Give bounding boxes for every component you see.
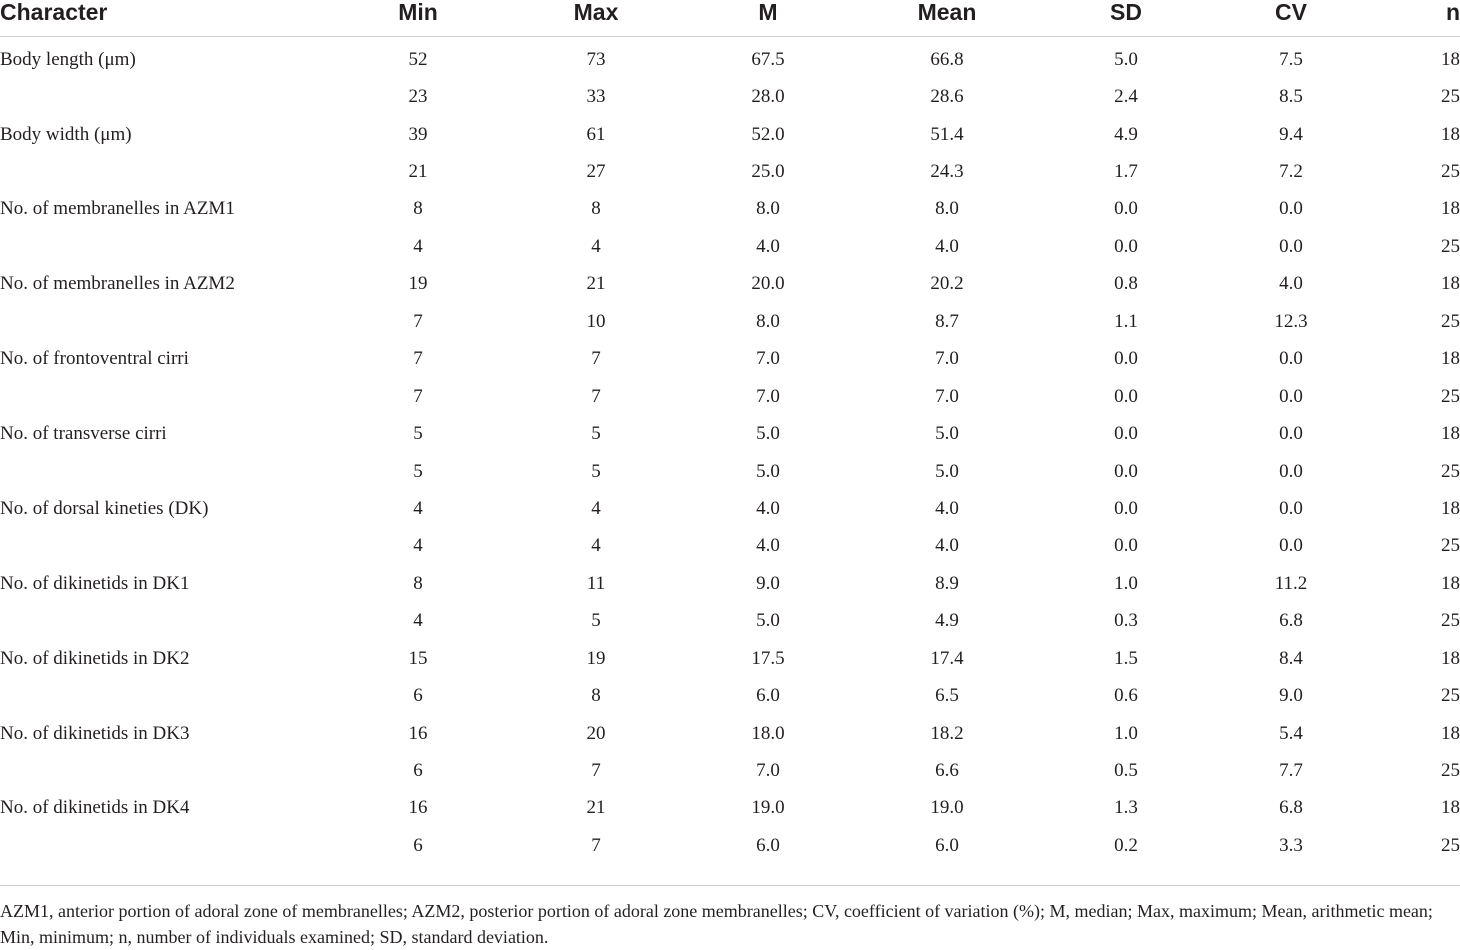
value-cell: 52.0 bbox=[751, 123, 785, 145]
table-row bbox=[0, 565, 1460, 602]
table-row bbox=[0, 303, 1460, 340]
value-cell: 0.0 bbox=[1279, 460, 1303, 482]
value-cell: 0.0 bbox=[1114, 460, 1138, 482]
character-cell: No. of dorsal kineties (DK) bbox=[0, 497, 209, 519]
table-row bbox=[0, 453, 1460, 490]
value-cell: 6 bbox=[413, 685, 423, 707]
table-header bbox=[0, 0, 1460, 37]
character-cell: Body length (μm) bbox=[0, 48, 136, 70]
value-cell: 7.5 bbox=[1279, 48, 1303, 70]
character-cell bbox=[0, 528, 330, 565]
value-cell: 0.5 bbox=[1114, 760, 1138, 782]
value-cell: 6.0 bbox=[756, 834, 780, 856]
value-cell: 7.7 bbox=[1279, 760, 1303, 782]
header-n: n bbox=[1374, 0, 1460, 37]
value-cell: 1.0 bbox=[1114, 572, 1138, 594]
character-cell: No. of membranelles in AZM1 bbox=[0, 198, 235, 220]
value-cell: 25 bbox=[1441, 161, 1460, 183]
table-row bbox=[0, 415, 1460, 452]
value-cell: 18.0 bbox=[751, 722, 785, 744]
value-cell: 7 bbox=[591, 834, 601, 856]
value-cell: 4.0 bbox=[1279, 273, 1303, 295]
value-cell: 20.2 bbox=[930, 273, 964, 295]
table-row bbox=[0, 490, 1460, 527]
value-cell: 4.0 bbox=[935, 235, 959, 257]
value-cell: 20.0 bbox=[751, 273, 785, 295]
value-cell: 7.0 bbox=[756, 760, 780, 782]
value-cell: 18 bbox=[1441, 198, 1460, 220]
value-cell: 52 bbox=[408, 48, 428, 70]
table-row bbox=[0, 191, 1460, 228]
value-cell: 18 bbox=[1441, 423, 1460, 445]
table-row bbox=[0, 677, 1460, 714]
value-cell: 28.6 bbox=[930, 86, 964, 108]
character-cell bbox=[0, 453, 330, 490]
value-cell: 4 bbox=[591, 235, 601, 257]
value-cell: 7.0 bbox=[756, 348, 780, 370]
value-cell: 4 bbox=[413, 497, 423, 519]
value-cell: 18 bbox=[1441, 797, 1460, 819]
value-cell: 9.0 bbox=[1279, 685, 1303, 707]
value-cell: 0.0 bbox=[1114, 423, 1138, 445]
table-row bbox=[0, 378, 1460, 415]
value-cell: 18 bbox=[1441, 348, 1460, 370]
table-row bbox=[0, 603, 1460, 640]
value-cell: 4.0 bbox=[756, 535, 780, 557]
value-cell: 4.0 bbox=[935, 535, 959, 557]
value-cell: 20 bbox=[586, 722, 606, 744]
value-cell: 5.0 bbox=[935, 460, 959, 482]
value-cell: 7.0 bbox=[935, 348, 959, 370]
header-mean: Mean bbox=[850, 0, 1044, 37]
character-cell bbox=[0, 827, 330, 864]
value-cell: 4.0 bbox=[756, 497, 780, 519]
value-cell: 16 bbox=[408, 797, 428, 819]
table-row bbox=[0, 228, 1460, 265]
table-row bbox=[0, 752, 1460, 789]
table-row bbox=[0, 78, 1460, 115]
character-cell bbox=[0, 677, 330, 714]
value-cell: 25 bbox=[1441, 834, 1460, 856]
table-body bbox=[0, 37, 1460, 865]
header-max: Max bbox=[506, 0, 686, 37]
character-cell: No. of transverse cirri bbox=[0, 423, 167, 445]
value-cell: 8 bbox=[413, 198, 423, 220]
value-cell: 9.4 bbox=[1279, 123, 1303, 145]
value-cell: 0.8 bbox=[1114, 273, 1138, 295]
value-cell: 0.6 bbox=[1114, 685, 1138, 707]
table-row bbox=[0, 37, 1460, 79]
value-cell: 7.0 bbox=[756, 385, 780, 407]
value-cell: 7 bbox=[591, 348, 601, 370]
value-cell: 8.5 bbox=[1279, 86, 1303, 108]
value-cell: 5.0 bbox=[756, 423, 780, 445]
value-cell: 5 bbox=[413, 460, 423, 482]
value-cell: 66.8 bbox=[930, 48, 964, 70]
value-cell: 25 bbox=[1441, 235, 1460, 257]
header-sd: SD bbox=[1044, 0, 1208, 37]
value-cell: 23 bbox=[408, 86, 428, 108]
value-cell: 9.0 bbox=[756, 572, 780, 594]
value-cell: 0.0 bbox=[1279, 198, 1303, 220]
value-cell: 4.9 bbox=[1114, 123, 1138, 145]
table-row bbox=[0, 790, 1460, 827]
character-cell bbox=[0, 303, 330, 340]
character-cell bbox=[0, 378, 330, 415]
value-cell: 5 bbox=[413, 423, 423, 445]
value-cell: 19.0 bbox=[930, 797, 964, 819]
value-cell: 51.4 bbox=[930, 123, 964, 145]
value-cell: 61 bbox=[586, 123, 606, 145]
value-cell: 8.0 bbox=[935, 198, 959, 220]
value-cell: 18 bbox=[1441, 647, 1460, 669]
value-cell: 8.9 bbox=[935, 572, 959, 594]
value-cell: 0.3 bbox=[1114, 610, 1138, 632]
value-cell: 1.3 bbox=[1114, 797, 1138, 819]
value-cell: 19 bbox=[586, 647, 606, 669]
value-cell: 7 bbox=[591, 760, 601, 782]
character-cell: No. of frontoventral cirri bbox=[0, 348, 189, 370]
header-row bbox=[0, 0, 1460, 37]
value-cell: 7.2 bbox=[1279, 161, 1303, 183]
value-cell: 5.0 bbox=[935, 423, 959, 445]
value-cell: 25.0 bbox=[751, 161, 785, 183]
value-cell: 18 bbox=[1441, 48, 1460, 70]
value-cell: 4.0 bbox=[756, 235, 780, 257]
header-median: M bbox=[686, 0, 850, 37]
value-cell: 0.0 bbox=[1114, 198, 1138, 220]
table-row bbox=[0, 528, 1460, 565]
value-cell: 7 bbox=[413, 310, 423, 332]
value-cell: 0.0 bbox=[1114, 497, 1138, 519]
value-cell: 4 bbox=[413, 535, 423, 557]
value-cell: 0.0 bbox=[1279, 348, 1303, 370]
character-cell: No. of dikinetids in DK4 bbox=[0, 797, 190, 819]
value-cell: 1.0 bbox=[1114, 722, 1138, 744]
value-cell: 17.4 bbox=[930, 647, 964, 669]
value-cell: 3.3 bbox=[1279, 834, 1303, 856]
value-cell: 19.0 bbox=[751, 797, 785, 819]
value-cell: 67.5 bbox=[751, 48, 785, 70]
value-cell: 2.4 bbox=[1114, 86, 1138, 108]
value-cell: 25 bbox=[1441, 610, 1460, 632]
value-cell: 5.0 bbox=[1114, 48, 1138, 70]
value-cell: 25 bbox=[1441, 86, 1460, 108]
value-cell: 7 bbox=[413, 385, 423, 407]
value-cell: 27 bbox=[586, 161, 606, 183]
value-cell: 6.8 bbox=[1279, 797, 1303, 819]
value-cell: 18 bbox=[1441, 722, 1460, 744]
value-cell: 12.3 bbox=[1274, 310, 1308, 332]
value-cell: 6.6 bbox=[935, 760, 959, 782]
value-cell: 21 bbox=[408, 161, 428, 183]
value-cell: 33 bbox=[586, 86, 606, 108]
value-cell: 8.4 bbox=[1279, 647, 1303, 669]
value-cell: 1.5 bbox=[1114, 647, 1138, 669]
value-cell: 8.0 bbox=[756, 310, 780, 332]
value-cell: 6.0 bbox=[935, 834, 959, 856]
value-cell: 5 bbox=[591, 460, 601, 482]
value-cell: 18 bbox=[1441, 572, 1460, 594]
value-cell: 6.5 bbox=[935, 685, 959, 707]
value-cell: 8 bbox=[591, 198, 601, 220]
character-cell: No. of membranelles in AZM2 bbox=[0, 273, 235, 295]
table-footnote: AZM1, anterior portion of adoral zone of membranelles; AZM2, posterior portion of adoral zone membranelles; CV, coefficient of variation (%); M, median; Max, maximum; Mean, arithmetic mean; Min, minimum; n, number of individuals examined; SD, standard deviation. bbox=[0, 885, 1460, 950]
value-cell: 4.0 bbox=[935, 497, 959, 519]
value-cell: 18 bbox=[1441, 273, 1460, 295]
header-character: Character bbox=[0, 0, 330, 37]
value-cell: 18 bbox=[1441, 497, 1460, 519]
value-cell: 0.0 bbox=[1114, 535, 1138, 557]
character-cell: No. of dikinetids in DK3 bbox=[0, 722, 190, 744]
value-cell: 0.0 bbox=[1279, 497, 1303, 519]
table-row bbox=[0, 640, 1460, 677]
value-cell: 8 bbox=[413, 572, 423, 594]
value-cell: 6 bbox=[413, 760, 423, 782]
value-cell: 7 bbox=[591, 385, 601, 407]
value-cell: 5.0 bbox=[756, 460, 780, 482]
value-cell: 4.9 bbox=[935, 610, 959, 632]
value-cell: 19 bbox=[408, 273, 428, 295]
value-cell: 5 bbox=[591, 610, 601, 632]
character-cell bbox=[0, 752, 330, 789]
table-row bbox=[0, 827, 1460, 864]
value-cell: 8 bbox=[591, 685, 601, 707]
value-cell: 25 bbox=[1441, 535, 1460, 557]
value-cell: 18.2 bbox=[930, 722, 964, 744]
value-cell: 18 bbox=[1441, 123, 1460, 145]
value-cell: 28.0 bbox=[751, 86, 785, 108]
character-cell bbox=[0, 228, 330, 265]
table-row bbox=[0, 116, 1460, 153]
value-cell: 0.0 bbox=[1279, 235, 1303, 257]
table-row bbox=[0, 341, 1460, 378]
value-cell: 4 bbox=[413, 610, 423, 632]
value-cell: 21 bbox=[586, 273, 606, 295]
value-cell: 4 bbox=[591, 497, 601, 519]
value-cell: 0.2 bbox=[1114, 834, 1138, 856]
value-cell: 8.0 bbox=[756, 198, 780, 220]
value-cell: 4 bbox=[591, 535, 601, 557]
value-cell: 6.8 bbox=[1279, 610, 1303, 632]
table-row bbox=[0, 715, 1460, 752]
table-row bbox=[0, 153, 1460, 190]
table-row bbox=[0, 266, 1460, 303]
value-cell: 0.0 bbox=[1279, 535, 1303, 557]
value-cell: 0.0 bbox=[1279, 385, 1303, 407]
value-cell: 5.4 bbox=[1279, 722, 1303, 744]
value-cell: 16 bbox=[408, 722, 428, 744]
header-cv: CV bbox=[1208, 0, 1374, 37]
value-cell: 5.0 bbox=[756, 610, 780, 632]
value-cell: 1.7 bbox=[1114, 161, 1138, 183]
value-cell: 0.0 bbox=[1114, 235, 1138, 257]
value-cell: 1.1 bbox=[1114, 310, 1138, 332]
value-cell: 17.5 bbox=[751, 647, 785, 669]
value-cell: 25 bbox=[1441, 385, 1460, 407]
value-cell: 25 bbox=[1441, 310, 1460, 332]
value-cell: 21 bbox=[586, 797, 606, 819]
character-cell: Body width (μm) bbox=[0, 123, 132, 145]
value-cell: 4 bbox=[413, 235, 423, 257]
value-cell: 0.0 bbox=[1114, 385, 1138, 407]
character-cell bbox=[0, 153, 330, 190]
value-cell: 11.2 bbox=[1274, 572, 1308, 594]
value-cell: 25 bbox=[1441, 760, 1460, 782]
value-cell: 39 bbox=[408, 123, 428, 145]
value-cell: 73 bbox=[586, 48, 606, 70]
value-cell: 25 bbox=[1441, 460, 1460, 482]
value-cell: 0.0 bbox=[1114, 348, 1138, 370]
value-cell: 25 bbox=[1441, 685, 1460, 707]
character-cell: No. of dikinetids in DK1 bbox=[0, 572, 190, 594]
value-cell: 7.0 bbox=[935, 385, 959, 407]
value-cell: 0.0 bbox=[1279, 423, 1303, 445]
value-cell: 6.0 bbox=[756, 685, 780, 707]
value-cell: 10 bbox=[586, 310, 606, 332]
value-cell: 15 bbox=[408, 647, 428, 669]
value-cell: 7 bbox=[413, 348, 423, 370]
character-cell bbox=[0, 603, 330, 640]
value-cell: 6 bbox=[413, 834, 423, 856]
character-cell: No. of dikinetids in DK2 bbox=[0, 647, 190, 669]
header-min: Min bbox=[330, 0, 506, 37]
value-cell: 5 bbox=[591, 423, 601, 445]
character-cell bbox=[0, 78, 330, 115]
value-cell: 11 bbox=[586, 572, 606, 594]
value-cell: 8.7 bbox=[935, 310, 959, 332]
value-cell: 24.3 bbox=[930, 161, 964, 183]
